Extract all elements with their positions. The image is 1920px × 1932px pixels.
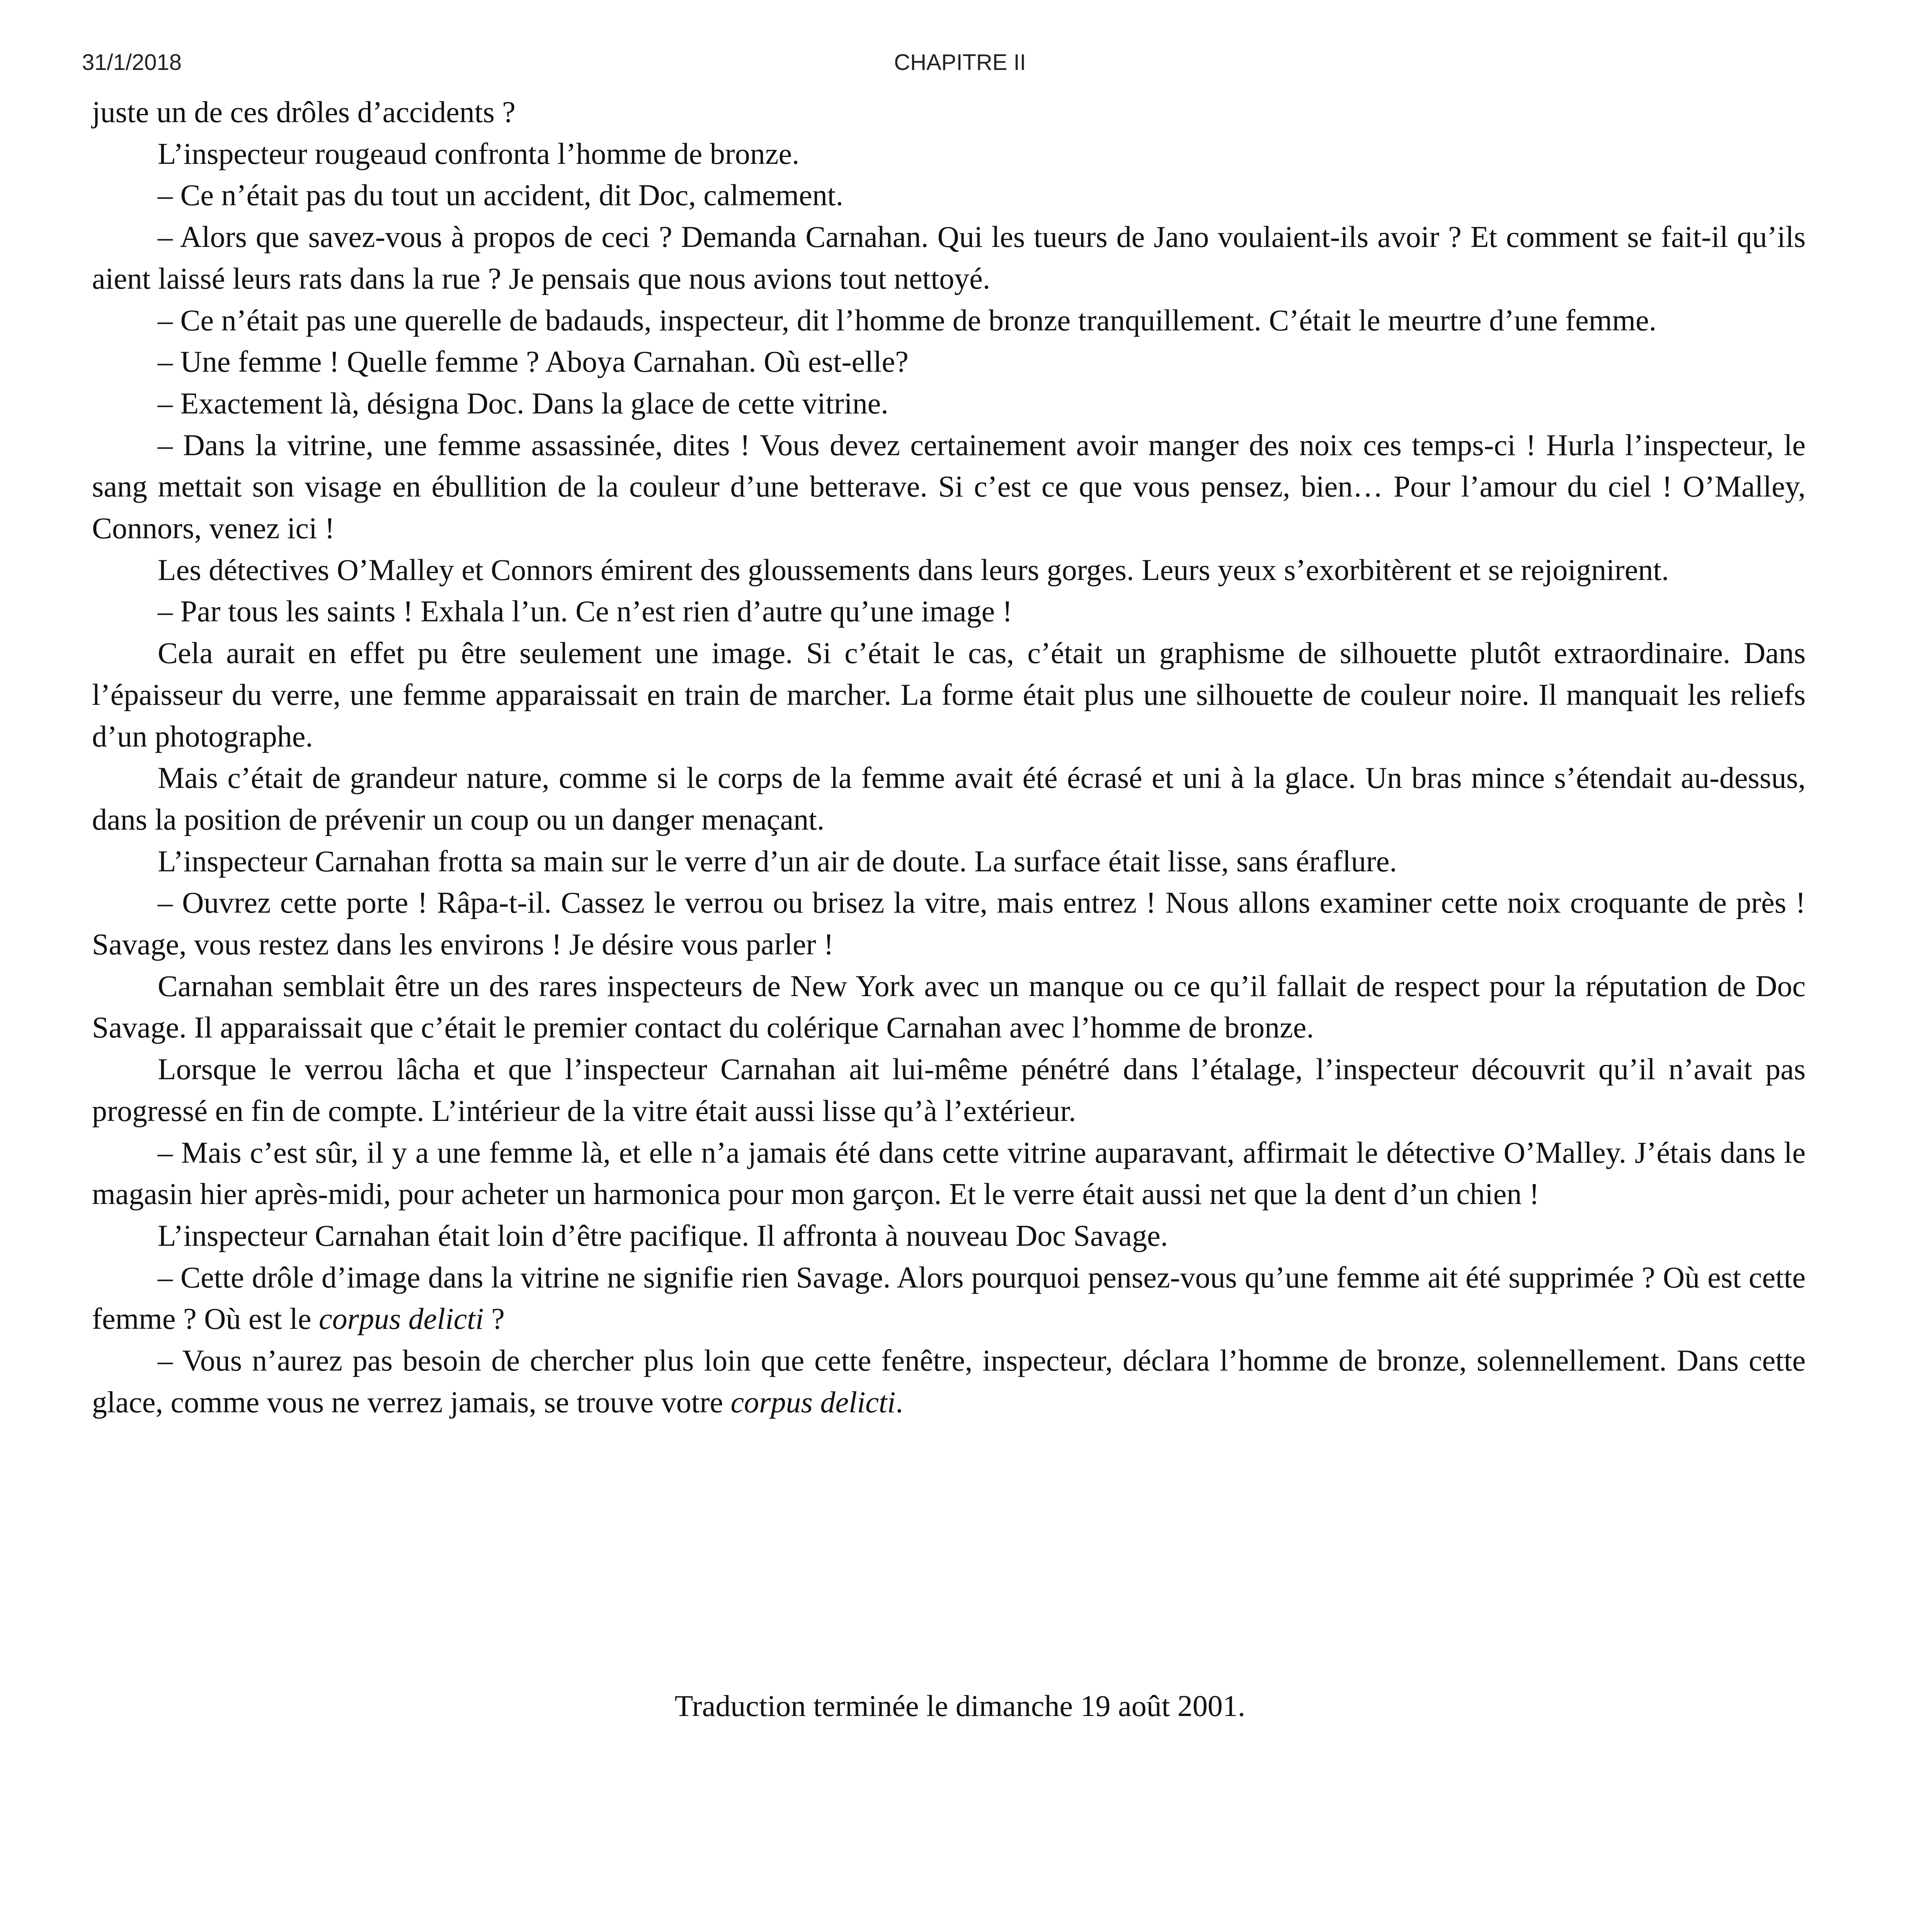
italic-text: corpus delicti <box>318 1302 484 1336</box>
text-run: – Mais c’est sûr, il y a une femme là, et elle n’a jamais été dans cette vitrine auparavant, affirmait le détective O’Malley. J’étais dans le magasin hier après-midi, pour acheter un harmonica pour mon garçon. Et le verre était aussi net que la dent d’un chien ! <box>92 1135 1806 1211</box>
paragraph <box>92 1048 1806 1131</box>
header-date: 31/1/2018 <box>82 50 182 75</box>
paragraph <box>92 133 1806 175</box>
chapter-text <box>92 91 1806 1423</box>
text-run: – Cette drôle d’image dans la vitrine ne signifie rien Savage. Alors pourquoi pensez-vous qu’une femme ait été supprimée ? Où est cette femme ? Où est le <box>92 1260 1806 1336</box>
text-run: Mais c’était de grandeur nature, comme si le corps de la femme avait été écrasé et uni à la glace. Un bras mince s’étendait au-dessus, dans la position de prévenir un coup ou un danger menaçant. <box>92 761 1806 836</box>
text-run: juste un de ces drôles d’accidents ? <box>92 95 516 129</box>
text-run: – Par tous les saints ! Exhala l’un. Ce n’est rien d’autre qu’une image ! <box>158 594 1013 628</box>
text-run: . <box>895 1385 903 1419</box>
text-run: – Ouvrez cette porte ! Râpa-t-il. Cassez le verrou ou brisez la vitre, mais entrez ! Nous allons examiner cette noix croquante de près ! Savage, vous restez dans les environs ! Je désire vous parler ! <box>92 886 1806 961</box>
paragraph <box>92 840 1806 882</box>
paragraph <box>92 882 1806 965</box>
paragraph <box>92 1257 1806 1340</box>
paragraph <box>92 174 1806 216</box>
text-run: – Exactement là, désigna Doc. Dans la glace de cette vitrine. <box>158 386 889 420</box>
text-run: Les détectives O’Malley et Connors émirent des gloussements dans leurs gorges. Leurs yeux s’exorbitèrent et se rejoignirent. <box>158 553 1669 587</box>
paragraph <box>92 424 1806 549</box>
paragraph <box>92 91 1806 133</box>
paragraph <box>92 1340 1806 1423</box>
text-run: L’inspecteur Carnahan frotta sa main sur le verre d’un air de doute. La surface était lisse, sans éraflure. <box>158 844 1397 878</box>
text-run: ? <box>483 1302 505 1336</box>
paragraph <box>92 590 1806 632</box>
translation-note: Traduction terminée le dimanche 19 août 2001. <box>674 1689 1246 1723</box>
text-run: Lorsque le verrou lâcha et que l’inspecteur Carnahan ait lui-même pénétré dans l’étalage, l’inspecteur découvrit qu’il n’avait pas progressé en fin de compte. L’intérieur de la vitre était aussi lisse qu’à l’extérieur. <box>92 1052 1806 1128</box>
header-title: CHAPITRE II <box>894 50 1026 75</box>
paragraph <box>92 299 1806 341</box>
paragraph <box>92 383 1806 424</box>
paragraph <box>92 632 1806 757</box>
paragraph <box>92 341 1806 383</box>
text-run: – Ce n’était pas du tout un accident, dit Doc, calmement. <box>158 178 843 212</box>
italic-text: corpus delicti <box>730 1385 896 1419</box>
text-run: Cela aurait en effet pu être seulement une image. Si c’était le cas, c’était un graphisme de silhouette plutôt extraordinaire. Dans l’épaisseur du verre, une femme apparaissait en train de marcher. La forme était plus une silhouette de couleur noire. Il manquait les reliefs d’un photographe. <box>92 636 1806 753</box>
text-run: – Dans la vitrine, une femme assassinée, dites ! Vous devez certainement avoir manger des noix ces temps-ci ! Hurla l’inspecteur, le sang mettait son visage en ébullition de la couleur d’une betterave. Si c’est ce que vous pensez, bien… Pour l’amour du ciel ! O’Malley, Connors, venez ici ! <box>92 428 1806 545</box>
paragraph <box>92 965 1806 1048</box>
paragraph <box>92 757 1806 840</box>
text-run: Carnahan semblait être un des rares inspecteurs de New York avec un manque ou ce qu’il fallait de respect pour la réputation de Doc Savage. Il apparaissait que c’était le premier contact du colérique Carnahan avec l’homme de bronze. <box>92 969 1806 1044</box>
text-run: L’inspecteur Carnahan était loin d’être pacifique. Il affronta à nouveau Doc Savage. <box>158 1218 1168 1252</box>
paragraph <box>92 549 1806 591</box>
text-run: – Ce n’était pas une querelle de badauds, inspecteur, dit l’homme de bronze tranquillement. C’était le meurtre d’une femme. <box>158 303 1657 337</box>
paragraph <box>92 216 1806 299</box>
text-run: – Une femme ! Quelle femme ? Aboya Carnahan. Où est-elle? <box>158 345 909 379</box>
text-run: – Alors que savez-vous à propos de ceci ? Demanda Carnahan. Qui les tueurs de Jano voulaient-ils avoir ? Et comment se fait-il qu’ils aient laissé leurs rats dans la rue ? Je pensais que nous avions tout nettoyé. <box>92 220 1806 295</box>
paragraph <box>92 1215 1806 1257</box>
paragraph <box>92 1132 1806 1215</box>
text-run: – Vous n’aurez pas besoin de chercher plus loin que cette fenêtre, inspecteur, déclara l’homme de bronze, solennellement. Dans cette glace, comme vous ne verrez jamais, se trouve votre <box>92 1344 1806 1419</box>
text-run: L’inspecteur rougeaud confronta l’homme de bronze. <box>158 136 800 170</box>
